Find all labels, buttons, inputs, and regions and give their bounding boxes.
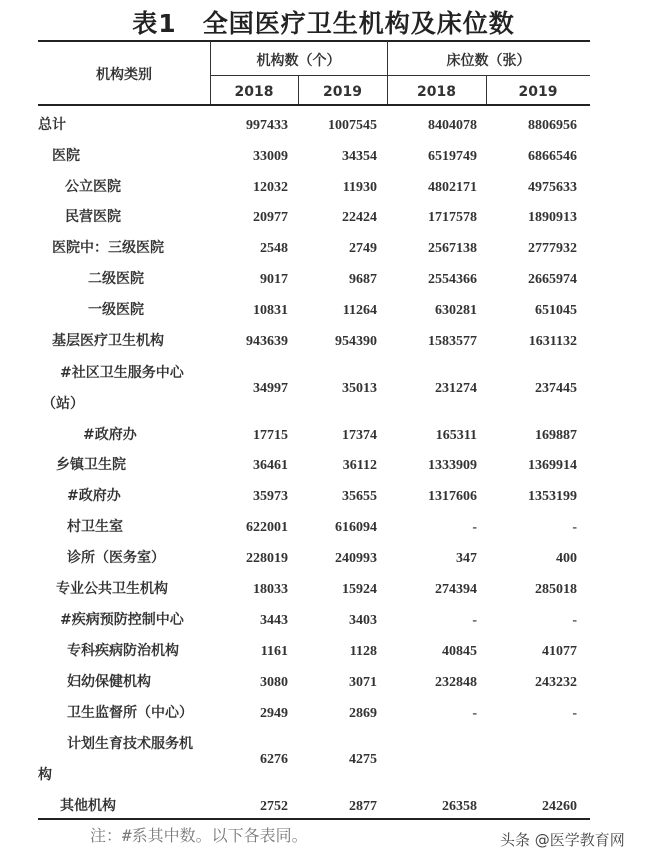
- cell-value: -: [572, 613, 577, 628]
- cell-value: 165311: [435, 428, 477, 443]
- cell-value: 24260: [542, 799, 577, 814]
- header-year: 2018: [234, 84, 274, 100]
- cell-value: 3403: [349, 613, 377, 628]
- row-label: 基层医疗卫生机构: [52, 333, 164, 349]
- table-row: [38, 264, 590, 295]
- cell-value: 9017: [260, 272, 288, 287]
- header-year: 2018: [417, 84, 456, 100]
- cell-value: 347: [456, 551, 477, 566]
- cell-value: 33009: [253, 149, 288, 164]
- row-label: 专科疾病防治机构: [67, 643, 179, 659]
- cell-value: 34354: [342, 149, 377, 164]
- cell-value: 15924: [342, 582, 377, 597]
- row-label: #社区卫生服务中心: [60, 365, 184, 381]
- cell-value: 274394: [435, 582, 477, 597]
- cell-value: 2749: [349, 241, 377, 256]
- cell-value: -: [572, 706, 577, 721]
- cell-value: 2949: [260, 706, 288, 721]
- cell-value: 36461: [253, 458, 288, 473]
- cell-value: 228019: [246, 551, 288, 566]
- cell-value: 36112: [342, 458, 377, 473]
- header-bottom-rule: [38, 104, 590, 106]
- table-row: [38, 791, 590, 822]
- cell-value: 400: [556, 551, 577, 566]
- header-year: 2019: [518, 84, 558, 100]
- row-label: 其他机构: [60, 798, 116, 814]
- cell-value: 3443: [260, 613, 288, 628]
- cell-value: 35013: [342, 381, 377, 396]
- cell-value: 4275: [349, 752, 377, 767]
- watermark: 头条 @医学教育网: [500, 831, 625, 849]
- table-row: [38, 729, 590, 791]
- row-label: 医院: [52, 148, 80, 164]
- cell-value: 1890913: [528, 210, 577, 225]
- cell-value: 8404078: [428, 118, 477, 133]
- cell-value: 22424: [342, 210, 377, 225]
- cell-value: 285018: [535, 582, 577, 597]
- table-title: 表1 全国医疗卫生机构及床位数: [132, 9, 515, 38]
- table-row: [38, 605, 590, 636]
- row-label: 妇幼保健机构: [67, 674, 151, 690]
- cell-value: 240993: [335, 551, 377, 566]
- cell-value: 35973: [253, 489, 288, 504]
- row-label: 专业公共卫生机构: [56, 581, 168, 597]
- cell-value: 6866546: [528, 149, 577, 164]
- table-row: [38, 172, 590, 203]
- row-label: 二级医院: [88, 271, 144, 287]
- cell-value: 1631132: [528, 334, 577, 349]
- table-row: [38, 481, 590, 512]
- cell-value: 18033: [253, 582, 288, 597]
- cell-value: 3071: [349, 675, 377, 690]
- table-row: [38, 202, 590, 233]
- cell-value: 2877: [349, 799, 377, 814]
- table-row: [38, 574, 590, 605]
- cell-value: 622001: [246, 520, 288, 535]
- cell-value: 17715: [253, 428, 288, 443]
- row-label: 医院中：三级医院: [52, 240, 164, 256]
- table-row: [38, 543, 590, 574]
- cell-value: 10831: [253, 303, 288, 318]
- cell-value: 34997: [253, 381, 288, 396]
- cell-value: 4802171: [428, 180, 477, 195]
- table-top-rule: [38, 40, 590, 42]
- cell-value: 630281: [435, 303, 477, 318]
- cell-value: -: [472, 706, 477, 721]
- cell-value: 237445: [535, 381, 577, 396]
- cell-value: -: [472, 520, 477, 535]
- cell-value: 11264: [342, 303, 377, 318]
- row-label: 民营医院: [65, 209, 121, 225]
- table-row: [38, 667, 590, 698]
- cell-value: 4975633: [528, 180, 577, 195]
- row-label: #疾病预防控制中心: [60, 612, 184, 628]
- cell-value: 997433: [246, 118, 288, 133]
- cell-value: 169887: [535, 428, 577, 443]
- row-label: 总计: [38, 117, 66, 133]
- row-label: 计划生育技术服务机: [67, 736, 193, 752]
- cell-value: 1333909: [428, 458, 477, 473]
- table-note: 注：#系其中数。以下各表同。: [90, 826, 308, 845]
- cell-value: 2567138: [428, 241, 477, 256]
- table-row: [38, 698, 590, 729]
- row-label: 一级医院: [88, 302, 144, 318]
- cell-value: 231274: [435, 381, 477, 396]
- header-beds: 床位数（张）: [446, 53, 531, 69]
- cell-value: -: [572, 520, 577, 535]
- table-row: [38, 295, 590, 326]
- table-row: [38, 450, 590, 481]
- cell-value: 1128: [349, 644, 377, 659]
- cell-value: 26358: [442, 799, 477, 814]
- cell-value: 3080: [260, 675, 288, 690]
- row-label: #政府办: [83, 427, 137, 443]
- cell-value: 2548: [260, 241, 288, 256]
- cell-value: 2869: [349, 706, 377, 721]
- table-row: [38, 141, 590, 172]
- cell-value: 2665974: [528, 272, 577, 287]
- cell-value: 1317606: [428, 489, 477, 504]
- cell-value: 12032: [253, 180, 288, 195]
- cell-value: 9687: [349, 272, 377, 287]
- cell-value: 2554366: [428, 272, 477, 287]
- cell-value: 243232: [535, 675, 577, 690]
- table-row: [38, 512, 590, 543]
- cell-value: 17374: [342, 428, 377, 443]
- cell-value: 35655: [342, 489, 377, 504]
- cell-value: 232848: [435, 675, 477, 690]
- cell-value: 943639: [246, 334, 288, 349]
- cell-value: 1161: [260, 644, 288, 659]
- table-row: [38, 358, 590, 420]
- table-row: [38, 420, 590, 451]
- cell-value: 6276: [260, 752, 288, 767]
- cell-value: 1583577: [428, 334, 477, 349]
- cell-value: 1369914: [528, 458, 577, 473]
- header-year: 2019: [323, 84, 362, 100]
- table-row: [38, 110, 590, 141]
- cell-value: 20977: [253, 210, 288, 225]
- cell-value: 8806956: [528, 118, 577, 133]
- table-row: [38, 233, 590, 264]
- cell-value: 41077: [542, 644, 577, 659]
- row-label: 乡镇卫生院: [56, 457, 126, 473]
- row-label: 诊所（医务室）: [67, 550, 165, 566]
- cell-value: 954390: [335, 334, 377, 349]
- cell-value: 1007545: [328, 118, 377, 133]
- cell-value: 651045: [535, 303, 577, 318]
- cell-value: 40845: [442, 644, 477, 659]
- cell-value: 1353199: [528, 489, 577, 504]
- row-label: 村卫生室: [67, 519, 123, 535]
- row-label-continued: （站）: [42, 396, 84, 412]
- cell-value: -: [472, 613, 477, 628]
- cell-value: 6519749: [428, 149, 477, 164]
- table-row: [38, 326, 590, 357]
- cell-value: 1717578: [428, 210, 477, 225]
- cell-value: 11930: [342, 180, 377, 195]
- table-row: [38, 636, 590, 667]
- row-label: 公立医院: [65, 179, 121, 195]
- header-category: 机构类别: [96, 67, 152, 83]
- row-label: 卫生监督所（中心）: [67, 705, 193, 721]
- cell-value: 2752: [260, 799, 288, 814]
- cell-value: 616094: [335, 520, 377, 535]
- header-institutions: 机构数（个）: [256, 53, 341, 69]
- row-label-continued: 构: [38, 767, 52, 783]
- row-label: #政府办: [67, 488, 121, 504]
- divider: [210, 75, 590, 76]
- cell-value: 2777932: [528, 241, 577, 256]
